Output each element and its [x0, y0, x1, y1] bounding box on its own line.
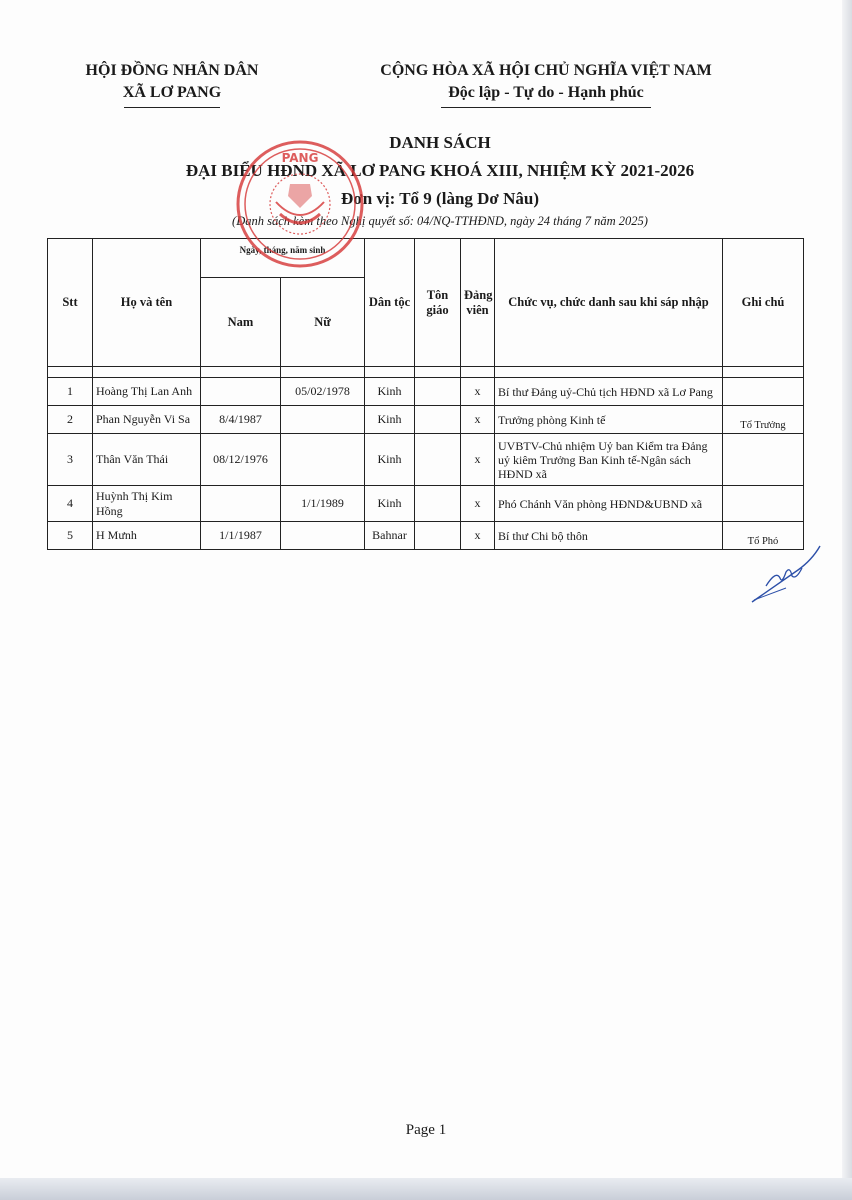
issuer-header [52, 60, 292, 108]
motto-underline [441, 107, 651, 108]
cell-stt: 4 [48, 486, 93, 522]
cell-name: H Mưnh [93, 522, 201, 550]
table-row [48, 522, 804, 550]
cell-note: Tổ Phó [723, 522, 804, 550]
cell-male-dob [201, 378, 281, 406]
issuer-line-2: XÃ LƠ PANG [122, 84, 222, 101]
cell-party: x [461, 522, 495, 550]
table-row [48, 406, 804, 434]
cell-stt: 2 [48, 406, 93, 434]
cell-religion [415, 522, 461, 550]
cell-party: x [461, 486, 495, 522]
col-header-name: Họ và tên [93, 239, 201, 367]
cell-position: Bí thư Đảng uỷ-Chủ tịch HĐND xã Lơ Pang [495, 378, 723, 406]
page-edge-bottom [0, 1178, 852, 1200]
col-header-ethnicity: Dân tộc [365, 239, 415, 367]
col-header-female: Nữ [281, 278, 365, 367]
cell-female-dob [281, 434, 365, 486]
cell-name: Phan Nguyễn Vi Sa [93, 406, 201, 434]
cell-position: Bí thư Chi bộ thôn [495, 522, 723, 550]
table-row [48, 378, 804, 406]
issuer-line-1: HỘI ĐỒNG NHÂN DÂN [85, 62, 259, 79]
page-edge-right [842, 0, 852, 1180]
cell-name: Huỳnh Thị Kim Hồng [93, 486, 201, 522]
doc-unit: Đơn vị: Tổ 9 (làng Dơ Nâu) [341, 189, 539, 208]
table-row [48, 434, 804, 486]
col-header-party: Đảng viên [461, 239, 495, 367]
col-header-male: Nam [201, 278, 281, 367]
spacer-row [48, 367, 804, 378]
cell-party: x [461, 406, 495, 434]
cell-female-dob: 1/1/1989 [281, 486, 365, 522]
cell-party: x [461, 434, 495, 486]
cell-ethnicity: Kinh [365, 378, 415, 406]
cell-position: UVBTV-Chủ nhiệm Uỷ ban Kiểm tra Đảng uỷ kiêm Trưởng Ban Kinh tế-Ngân sách HĐND xã [495, 434, 723, 486]
cell-stt: 5 [48, 522, 93, 550]
cell-ethnicity: Kinh [365, 486, 415, 522]
signature [746, 540, 826, 610]
doc-title: DANH SÁCH [389, 133, 491, 152]
motto-line-1: CỘNG HÒA XÃ HỘI CHỦ NGHĨA VIỆT NAM [380, 62, 712, 79]
cell-position: Phó Chánh Văn phòng HĐND&UBND xã [495, 486, 723, 522]
cell-female-dob [281, 406, 365, 434]
cell-note [723, 486, 804, 522]
cell-position: Trưởng phòng Kinh tế [495, 406, 723, 434]
page-number: Page 1 [405, 1122, 447, 1138]
cell-religion [415, 406, 461, 434]
motto-line-2: Độc lập - Tự do - Hạnh phúc [448, 84, 644, 101]
cell-name: Thân Văn Thái [93, 434, 201, 486]
doc-reference: (Danh sách kèm theo Nghị quyết số: 04/NQ-TTHĐND, ngày 24 tháng 7 năm 2025) [232, 214, 648, 228]
cell-religion [415, 486, 461, 522]
cell-stt: 3 [48, 434, 93, 486]
cell-female-dob: 05/02/1978 [281, 378, 365, 406]
table-row [48, 486, 804, 522]
cell-male-dob: 1/1/1987 [201, 522, 281, 550]
cell-female-dob [281, 522, 365, 550]
national-motto [336, 60, 756, 108]
cell-ethnicity: Bahnar [365, 522, 415, 550]
cell-religion [415, 378, 461, 406]
cell-note: Tổ Trưởng [723, 406, 804, 434]
col-header-dob: Ngày, tháng, năm sinh [201, 239, 365, 278]
delegate-table [47, 238, 804, 550]
col-header-stt: Stt [48, 239, 93, 367]
cell-party: x [461, 378, 495, 406]
cell-male-dob [201, 486, 281, 522]
col-header-religion: Tôn giáo [415, 239, 461, 367]
cell-ethnicity: Kinh [365, 434, 415, 486]
cell-note [723, 378, 804, 406]
svg-text:PANG: PANG [281, 151, 319, 165]
cell-note [723, 434, 804, 486]
cell-name: Hoàng Thị Lan Anh [93, 378, 201, 406]
col-header-position: Chức vụ, chức danh sau khi sáp nhập [495, 239, 723, 367]
doc-subtitle: ĐẠI BIỂU HĐND XÃ LƠ PANG KHOÁ XIII, NHIỆM KỲ 2021-2026 [185, 161, 695, 180]
issuer-underline [124, 107, 220, 108]
cell-male-dob: 08/12/1976 [201, 434, 281, 486]
cell-ethnicity: Kinh [365, 406, 415, 434]
col-header-note: Ghi chú [723, 239, 804, 367]
cell-religion [415, 434, 461, 486]
cell-stt: 1 [48, 378, 93, 406]
cell-male-dob: 8/4/1987 [201, 406, 281, 434]
